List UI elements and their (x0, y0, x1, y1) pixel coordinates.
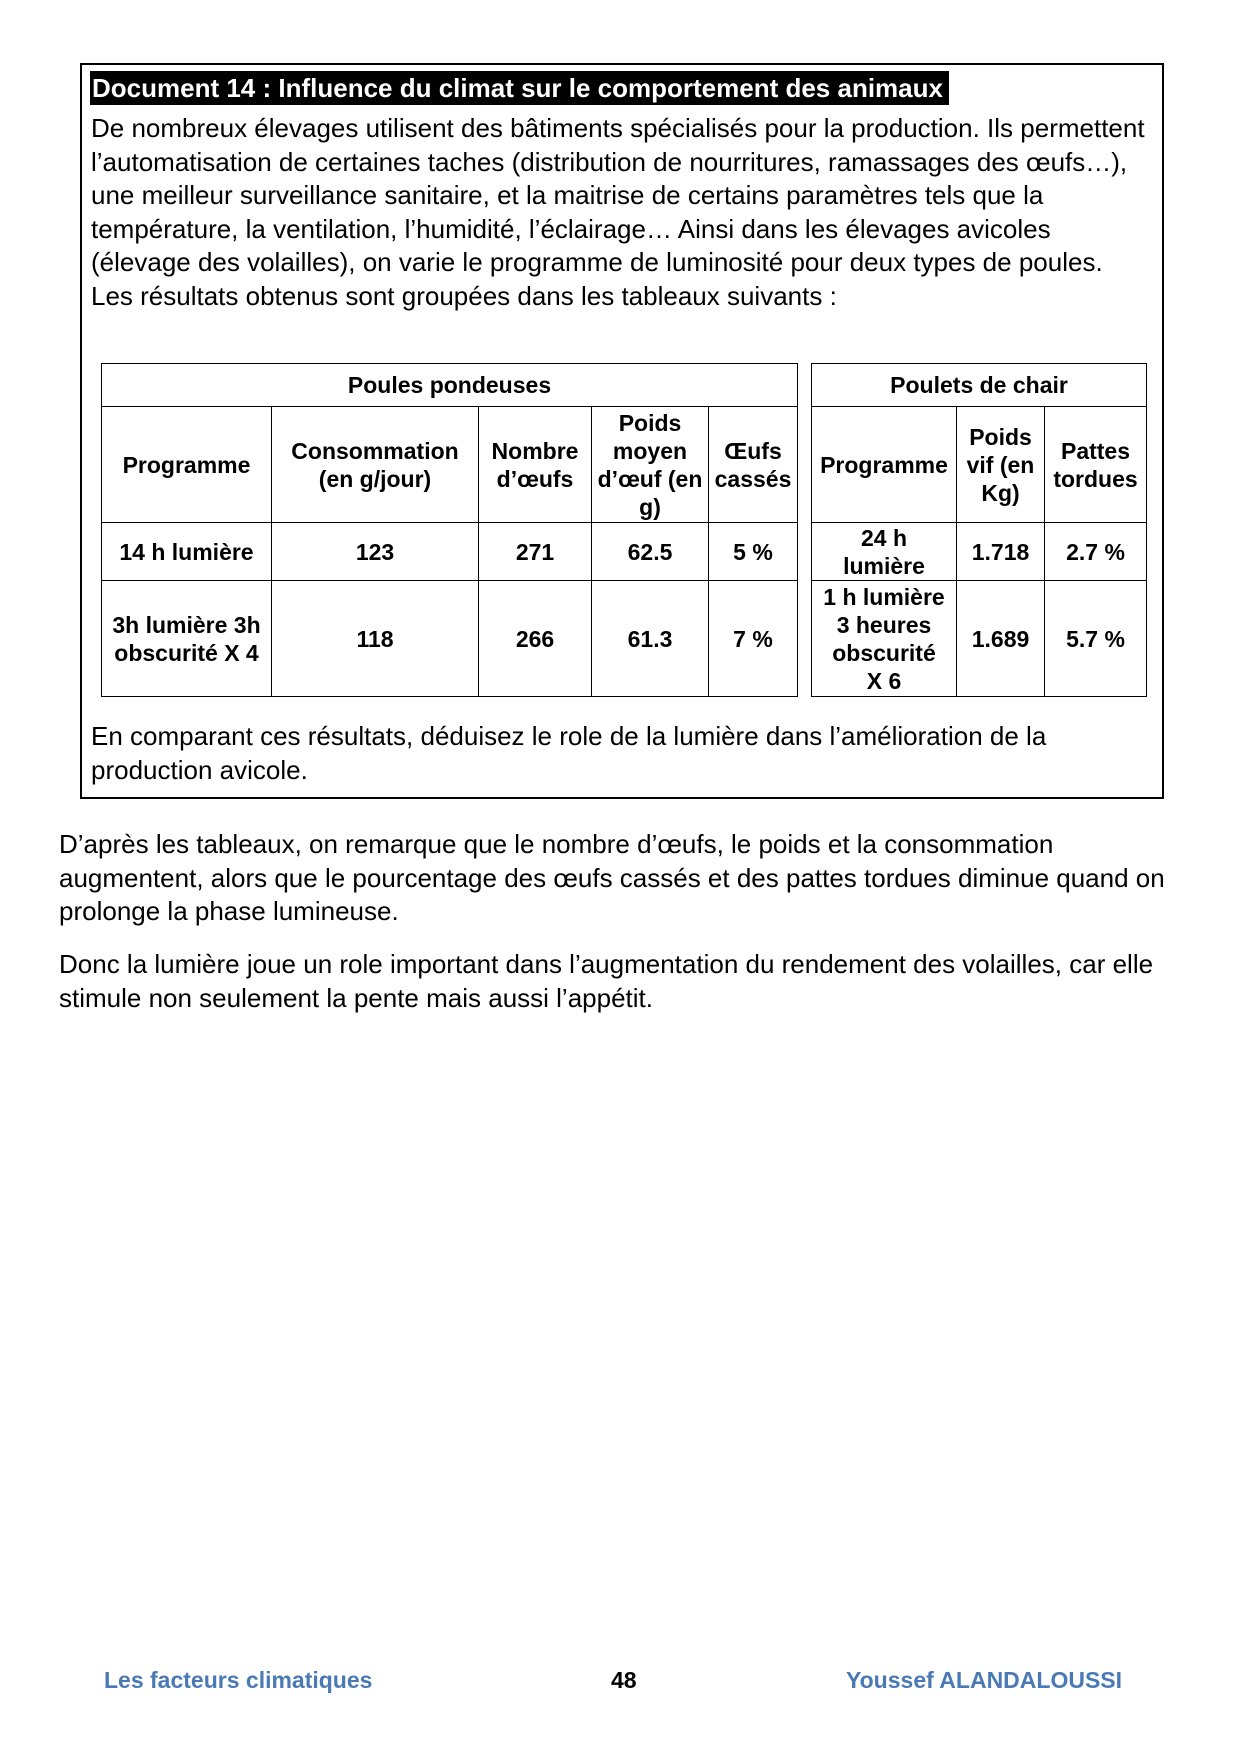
document-question: En comparant ces résultats, déduisez le role de la lumière dans l’amélioration de la production avicole. (91, 721, 1047, 785)
table-cell: 5 % (709, 523, 798, 581)
table-cell: 123 (272, 523, 479, 581)
footer-chapter-title: Les facteurs climatiques (104, 1667, 373, 1693)
column-header: Poids vif (en Kg) (957, 407, 1045, 523)
document-box (80, 63, 1164, 799)
footer-page-number: 48 (611, 1667, 637, 1693)
table-cell: 62.5 (592, 523, 709, 581)
table-row (812, 523, 1147, 581)
table-title: Poulets de chair (812, 364, 1147, 407)
table-cell: 271 (479, 523, 592, 581)
document-title: Document 14 : Influence du climat sur le comportement des animaux (90, 71, 949, 105)
column-header: Pattes tordues (1045, 407, 1147, 523)
table-poulets-de-chair (811, 363, 1147, 697)
table-cell: 1 h lumière 3 heures obscurité X 6 (812, 581, 957, 697)
column-header: Programme (102, 407, 272, 523)
table-cell: 5.7 % (1045, 581, 1147, 697)
table-row (812, 581, 1147, 697)
table-cell: 3h lumière 3h obscurité X 4 (102, 581, 272, 697)
table-cell: 24 h lumière (812, 523, 957, 581)
table-cell: 1.689 (957, 581, 1045, 697)
table-row (102, 581, 798, 697)
answer-paragraph: Donc la lumière joue un role important dans l’augmentation du rendement des volailles, car elle stimule non seulement la pente mais aussi l’appétit. (59, 949, 1154, 1013)
column-header: Programme (812, 407, 957, 523)
table-poules-pondeuses (101, 363, 798, 697)
table-cell: 1.718 (957, 523, 1045, 581)
table-cell: 7 % (709, 581, 798, 697)
document-intro: De nombreux élevages utilisent des bâtiments spécialisés pour la production. Ils permettent l’automatisation de certaines taches (distribution de nourritures, ramassages des œufs…), une meilleur surveillance sanitaire, et la maitrise de certains paramètres tels que la température, la ventilation, l’humidité, l’éclairage… Ainsi dans les élevages avicoles (élevage des volailles), on varie le programme de luminosité pour deux types de poules. Les résultats obtenus sont groupées dans les tableaux suivants : (91, 113, 1145, 311)
table-title: Poules pondeuses (102, 364, 798, 407)
column-header: Poids moyen d’œuf (en g) (592, 407, 709, 523)
table-cell: 14 h lumière (102, 523, 272, 581)
table-cell: 2.7 % (1045, 523, 1147, 581)
table-cell: 118 (272, 581, 479, 697)
table-row (102, 523, 798, 581)
table-cell: 61.3 (592, 581, 709, 697)
column-header: Nombre d’œufs (479, 407, 592, 523)
answer-paragraph: D’après les tableaux, on remarque que le nombre d’œufs, le poids et la consommation augmentent, alors que le pourcentage des œufs cassés et des pattes tordues diminue quand on prolonge la phase lumineuse. (59, 829, 1165, 926)
column-header: Consommation (en g/jour) (272, 407, 479, 523)
footer-author: Youssef ALANDALOUSSI (846, 1667, 1123, 1693)
table-cell: 266 (479, 581, 592, 697)
column-header: Œufs cassés (709, 407, 798, 523)
